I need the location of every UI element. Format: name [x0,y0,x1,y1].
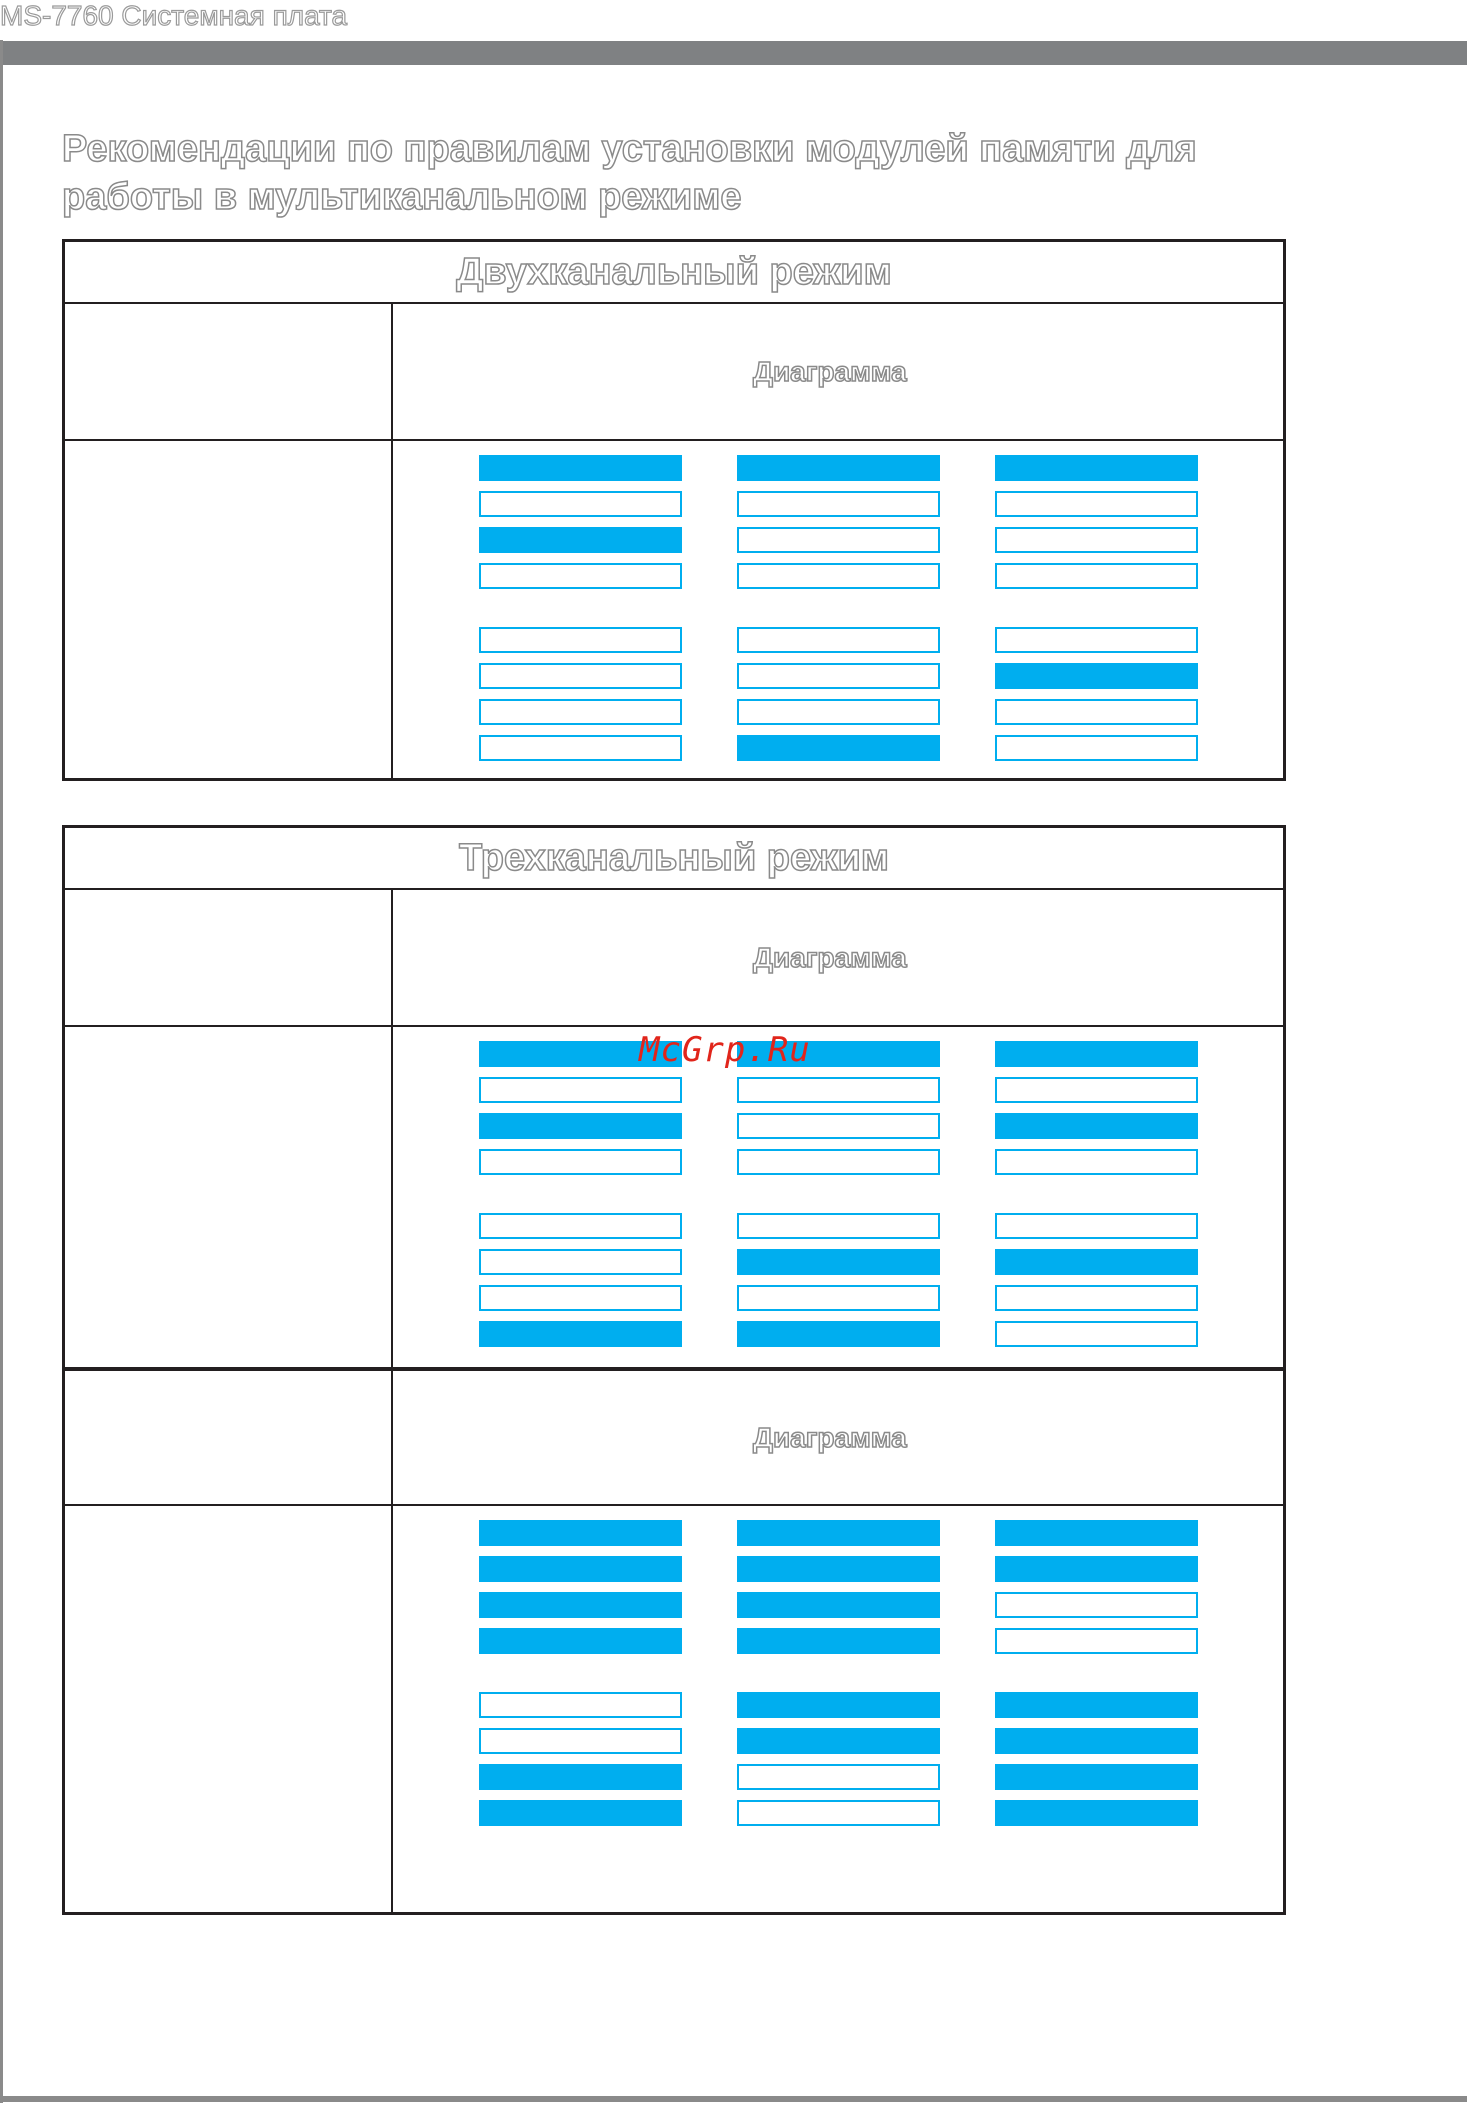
memory-slot-empty [479,1213,682,1239]
memory-slot-installed [995,1764,1198,1790]
diagram-label-cell [393,304,1283,439]
memory-slot-empty [479,735,682,761]
slot-layout-row [65,1027,1283,1369]
triple-channel-panel [62,825,1286,1915]
memory-slot-empty [737,563,940,589]
memory-slot-empty [479,1249,682,1275]
memory-slot-empty [737,1113,940,1139]
memory-slot-empty [995,1321,1198,1347]
memory-slot-installed [479,1321,682,1347]
bottom-border-line [0,2096,1467,2102]
memory-slot-installed [995,1692,1198,1718]
memory-slot-empty [737,1764,940,1790]
memory-slot-empty [479,663,682,689]
watermark: McGrp.Ru [639,1030,811,1070]
diagram-label: Диаграмма [753,941,907,973]
memory-slot-installed [479,1556,682,1582]
memory-slot-installed [737,1556,940,1582]
memory-slot-installed [995,1249,1198,1275]
slot-layout-row [65,441,1283,778]
memory-slot-installed [995,663,1198,689]
dual-channel-panel [62,239,1286,781]
config-cell [65,1506,393,1912]
diagram-header-row [65,890,1283,1027]
memory-slot-installed [995,1728,1198,1754]
config-cell [65,1027,393,1367]
memory-slot-empty [737,627,940,653]
memory-slot-installed [737,735,940,761]
memory-slot-empty [737,1213,940,1239]
memory-slot-installed [479,1113,682,1139]
slot-diagram [393,1506,1283,1912]
panel-title: Двухканальный режим [65,242,1283,304]
slot-diagram [393,1027,1283,1367]
memory-slot-empty [479,627,682,653]
memory-slot-empty [479,1077,682,1103]
memory-slot-empty [737,491,940,517]
config-label-cell [65,890,393,1025]
memory-slot-empty [995,1285,1198,1311]
memory-slot-empty [479,1728,682,1754]
memory-slot-installed [479,1764,682,1790]
page-title: Рекомендации по правилам установки модулей памяти для работы в мультиканальном режиме [62,128,1197,218]
memory-slot-empty [995,563,1198,589]
memory-slot-installed [995,455,1198,481]
memory-slot-empty [479,699,682,725]
memory-slot-installed [479,1628,682,1654]
memory-slot-installed [737,455,940,481]
memory-slot-empty [995,627,1198,653]
memory-slot-empty [737,1149,940,1175]
memory-slot-empty [479,563,682,589]
memory-slot-empty [995,735,1198,761]
memory-slot-empty [995,527,1198,553]
memory-slot-installed [479,1800,682,1826]
config-label-cell [65,304,393,439]
memory-slot-installed [737,1592,940,1618]
diagram-label: Диаграмма [753,1421,907,1453]
memory-slot-installed [995,1113,1198,1139]
memory-slot-installed [479,1592,682,1618]
memory-slot-installed [995,1041,1198,1067]
memory-slot-empty [737,1800,940,1826]
memory-slot-empty [995,1149,1198,1175]
diagram-label-cell [393,890,1283,1025]
memory-slot-empty [995,1213,1198,1239]
memory-slot-installed [479,527,682,553]
memory-slot-installed [479,1520,682,1546]
memory-slot-installed [737,1249,940,1275]
left-border-line [0,40,3,2103]
memory-slot-empty [737,1077,940,1103]
diagram-header-row [65,1369,1283,1506]
memory-slot-empty [995,1628,1198,1654]
memory-slot-empty [995,1077,1198,1103]
memory-slot-empty [479,491,682,517]
memory-slot-installed [737,1692,940,1718]
memory-slot-empty [479,1149,682,1175]
header-bar [0,41,1467,65]
memory-slot-installed [737,1728,940,1754]
memory-slot-installed [737,1321,940,1347]
memory-slot-empty [995,491,1198,517]
memory-slot-installed [737,1628,940,1654]
diagram-header-row [65,304,1283,441]
memory-slot-empty [737,1285,940,1311]
memory-slot-installed [995,1520,1198,1546]
config-label-cell [65,1371,393,1504]
memory-slot-empty [995,699,1198,725]
memory-slot-empty [995,1592,1198,1618]
panel-title: Трехканальный режим [65,828,1283,890]
memory-slot-empty [737,663,940,689]
diagram-label: Диаграмма [753,355,907,387]
memory-slot-empty [479,1285,682,1311]
memory-slot-installed [995,1556,1198,1582]
config-cell [65,441,393,778]
slot-diagram [393,441,1283,778]
memory-slot-empty [479,1692,682,1718]
model-label: MS-7760 Системная плата [0,0,348,31]
slot-layout-row [65,1506,1283,1912]
memory-slot-empty [737,527,940,553]
memory-slot-empty [737,699,940,725]
memory-slot-installed [737,1520,940,1546]
diagram-label-cell [393,1371,1283,1504]
memory-slot-installed [995,1800,1198,1826]
memory-slot-installed [479,455,682,481]
